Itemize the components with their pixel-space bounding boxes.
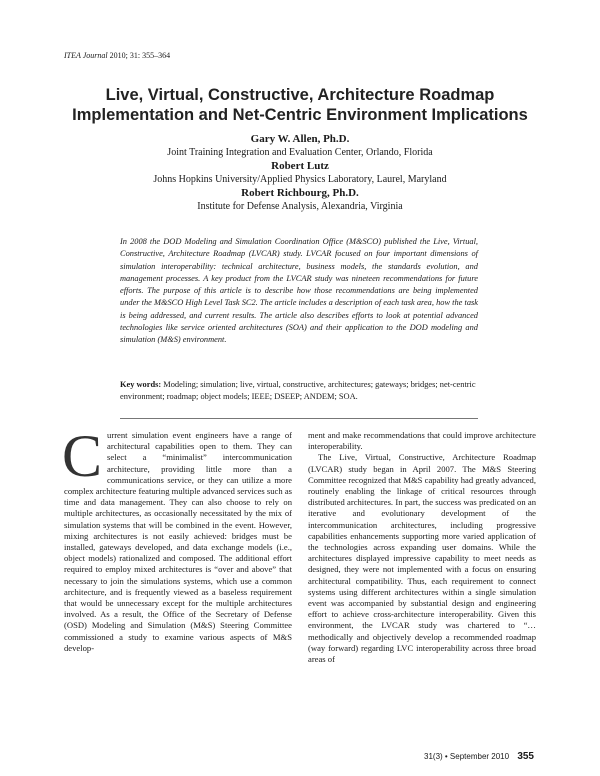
page-number: 355 [517,751,534,762]
journal-name: ITEA Journal [64,51,108,60]
author-name: Robert Richbourg, Ph.D. [241,187,359,199]
issue-date: 31(3) • September 2010 [424,752,510,761]
author-name: Gary W. Allen, Ph.D. [250,133,350,145]
author-name: Robert Lutz [271,160,329,172]
keywords [120,379,478,404]
journal-citation [64,51,170,60]
author-affiliation: Johns Hopkins University/Applied Physics Laboratory, Laurel, Maryland [153,174,447,185]
author-affiliation: Joint Training Integration and Evaluation Center, Orlando, Florida [167,147,433,158]
body-paragraph: urrent simulation event engineers have a range of architectural capabilities open to them. They can select a “minimalist” intercommunication architecture, providing little more than a communications service, or they can utilize a more complex architecture featuring multiple advanced services such as time and data management. They can also choose to rely on multiple architectures, as occasionally necessitated by the mix of simulation systems that will be combined in the event. However, mixing architectures is not easily achieved: bridges must be installed, gateways developed, and data exchange models (i.e., object models) rationalized and composed. The additional effort required to employ mixed architectures is “over and above” that necessary to join the simulations systems, which use a common architecture, and is frequently viewed as a baseless requirement that would be unnecessary except for the multiple architectures involved. As a result, the Office of the Secretary of Defense (OSD) Modeling and Simulation (M&S) Steering Committee commissioned a study to examine various aspects of M&S develop- [64,430,292,653]
body-paragraph: The Live, Virtual, Constructive, Architecture Roadmap (LVCAR) study began in April 2007. The M&S Steering Committee recognized that M&S capability had greatly advanced, routinely enabling the linkage of critical resources through distributed architectures. In part, the success was predicated on an iterative and evolutionary development of the intercommunication architectures, including progressive capabilities enhancements supporting more varied application of the technologies across expanding user domains. While the architectures displayed impressive capability to meet needs as designed, they were not implemented with a focus on ensuring architectural compatibility. Thus, each requirement to connect systems using different architectures within a single simulation event was accompanied by substantial design and engineering effort to achieve cross-architecture interoperability. Given this environment, the LVCAR study was chartered to “… methodically and objectively develop a recommended roadmap (way forward) regarding LVC interoperability across three broad areas of [308,452,536,665]
page-footer [424,751,534,762]
journal-volume-pages: 2010; 31: 355–364 [109,51,171,60]
body-column-left [62,423,292,654]
author-block [40,132,560,213]
title-line-2: Implementation and Net-Centric Environment Implications [72,106,528,124]
keywords-text: Modeling; simulation; live, virtual, constructive, architectures; gateways; bridges; net-centric environment; roadmap; object models; IEEE; DSEEP; ANDEM; SOA. [120,380,476,402]
author-affiliation: Institute for Defense Analysis, Alexandria, Virginia [197,201,403,212]
section-divider [120,418,478,419]
body-column-right [308,430,536,665]
drop-cap: C [62,423,103,489]
body-paragraph: ment and make recommendations that could improve architecture interoperability. [308,430,536,452]
title-line-1: Live, Virtual, Constructive, Architecture Roadmap [105,86,495,104]
abstract: In 2008 the DOD Modeling and Simulation Coordination Office (M&SCO) published the Live, Virtual, Constructive, Architecture Roadmap (LVCAR) study. LVCAR focused on four important dimensions of simulation interoperability: technical architecture, business models, the standards evolution, and management processes. A key product from the LVCAR study was nineteen recommendations for future efforts. The purpose of this article is to describe how those recommendations are being implemented under the M&SCO High Level Task SC2. The article includes a description of each task area, how the task is being addressed, and current results. The article also describes efforts to look at potential advanced technologies like service oriented architectures (SOA) and their application to the DOD modeling and simulation (M&S) environment. [120,237,478,345]
paper-title [40,85,560,125]
keywords-label: Key words: [120,380,162,389]
